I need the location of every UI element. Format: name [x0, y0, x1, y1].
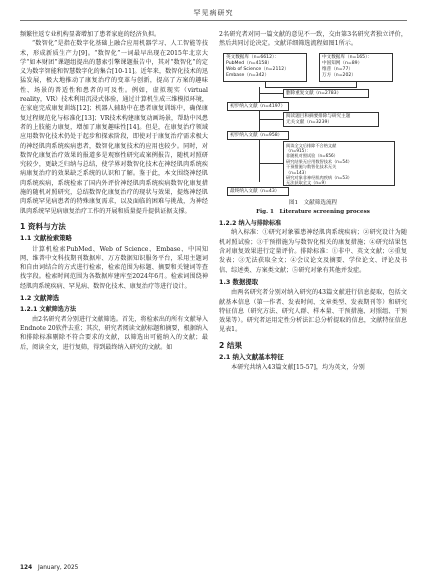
paragraph: “数智化”是指在数字化基础上融合应用机器学习、人工智能等技术，形成新质生产力[9]。“数智化”一词最早出现在2015年北京大学“如本财团”课题组提出的慧索引擎课题报告中，其对“数智化”的定义为数字智能和智慧数字化的集合[10-11]。近年来，数智化技术的迅猛发展，极大地推动了康复治疗的变革与创新，提高了方案的趣味性、场景的普适性和患者的可及性。例如，虚拟现实（virtual reality，VR）技术利用沉浸式体验，通过计算机生成三维模拟环境，在家庭完成康复训练[12]；机器人辅助中在患者康复训练中，确保康复过程规范化与标准化[13]；VR技术构建康复动画场景，帮助中风患者的上肢能力康复，增加了康复趣味性[14]。但是，在康复治疗领域应用数智化技术仍处于起步和探索阶段，即使对于康复治疗需求极大的神经肌肉系统疾病患者，数智化康复技术的应用也较少。同时，对数智化康复治疗效果的报道多是观察性研究或案例报告，随机对照研究较少，更缺乏归纳与总结，使学界对数智化技术在神经肌肉系统疾病康复治疗的效果缺乏系统的认识和了解。鉴于此，本文围绕神经肌肉系统疾病，系统检索了国内外评价神经肌肉系统疾病数智化康复措施的随机对照研究，总结数智化康复治疗的现状与效果，提炼神经肌肉系统罕见病患者的特殊康复需求，以及面临的困难与挑战，为神经肌肉系统罕见病康复治疗工作的开展和质量提升提供证据支撑。	[20, 40, 208, 215]
flow-text: 最终纳入文献（n=43）	[230, 188, 280, 194]
flow-text: （n=143）	[286, 169, 309, 175]
flow-text: 初步纳入文献（n=958）	[230, 132, 283, 138]
paragraph: 纳入标准：①研究对象罹患神经肌肉系统疾病；②研究设计为随机对照试验；③干预措施为与数智化相关的康复措施；④研究结果包含对康复效果进行定量评价。排除标准：①非中、英文文献；②重复发表；③无法获取全文；④会议论文及摘要、学位论文、评论及书信、综述类、方案类文献；⑤研究对象有其他并发症。	[219, 229, 407, 274]
right-column	[219, 30, 407, 373]
flow-text: （n=915）：	[286, 148, 311, 153]
flow-text: Embase（n=342）	[226, 73, 270, 79]
paragraph: 本研究共纳入43篇文献[15-57]，均为英文，分别	[231, 364, 365, 372]
issue-date: January, 2025	[37, 565, 79, 571]
flow-box-english-db	[223, 53, 307, 82]
flow-text: 删除重复文献（n=2783）	[286, 90, 342, 96]
flow-text: Web of Science（n=2112）	[226, 67, 289, 72]
flowchart-figure	[219, 51, 407, 197]
flow-box-fulltext-exclusion	[283, 141, 395, 186]
subsubsection-heading: 1.2.1 文献筛选方法	[20, 306, 77, 314]
flow-text: 中文数据库（n=165）：	[322, 54, 372, 60]
header-rule	[20, 20, 407, 21]
section-heading: 2 结果	[219, 340, 243, 350]
paragraph: 由两名研究者分别对纳入研究的43篇文献进行信息提取，包括文献基本信息（第一作者、发表时间、文章类型、发表期刊等）和研究特征信息（研究方法、研究人群、样本量、干预措施、对照组、干预效果等）。研究者运用定性分析法汇总分析提取的信息，文献特征信息见表1。	[219, 289, 407, 334]
flow-box-chinese-db	[319, 53, 393, 82]
flow-text: 万方（n=202）	[322, 73, 356, 79]
flow-connector	[259, 140, 260, 182]
flow-box-title-abstract	[283, 112, 379, 127]
flow-text: 研究对象非神经肌肉疾病（n=53）	[286, 175, 352, 181]
flow-text: 英文数据库（n=6612）：	[226, 54, 279, 60]
flow-text: 阅读题目和摘要排除与研究主题	[286, 113, 351, 119]
flow-box-initial	[227, 102, 289, 111]
flow-text: 无关文献（n=3239）	[286, 119, 333, 125]
flow-connector	[259, 93, 283, 94]
left-column	[20, 30, 208, 352]
subsection-heading: 2.1 纳入文献基本特征	[219, 353, 284, 362]
flow-text: 研究结果无应用数智技术（n=54）	[286, 158, 352, 164]
subsection-heading: 1.1 文献检索策略	[20, 234, 72, 243]
journal-header: 罕见病研究	[193, 9, 234, 17]
subsubsection-heading: 1.2.2 纳入与排除标准	[219, 220, 282, 228]
flow-text: 干预措施与数智化技术无关	[286, 164, 337, 170]
flow-connector	[265, 87, 357, 88]
paragraph: 计算机检索PubMed、Web of Science、Embase、中国知网、维普中文科技期刊数据库、万方数据知识服务平台，采用主题词和自由词结合的方式进行检索，检索范围为标题、摘要和关键词等查找字段。检索时间范围为各数据库建库至2024年6月。检索词围绕神经肌肉系统疾病、罕见病、数智化技术、康复治疗等进行设计。	[20, 245, 208, 290]
figure-caption-en: Fig. 1 Literature screening process	[256, 208, 370, 215]
figure-caption-cn: 图1 文献筛选流程	[288, 199, 338, 206]
page-footer	[20, 565, 78, 571]
flow-text: 维普（n=77）	[322, 67, 353, 72]
flow-box-dedup	[283, 89, 369, 98]
flow-text: 无法获取全文（n=9）	[286, 180, 329, 186]
subsection-heading: 1.3 数据提取	[219, 277, 259, 286]
flow-text: 阅读全文后排除不合格文献	[286, 142, 337, 148]
section-heading: 1 资料与方法	[20, 221, 66, 231]
flow-box-final	[227, 187, 289, 196]
subsection-heading: 1.2 文献筛选	[20, 294, 60, 303]
paragraph: 2名研究者对同一篇文献的意见不一致，交由第3名研究者独立评价，然后共同讨论决定。文献详细筛选流程如图1所示。	[219, 31, 407, 48]
flow-text: 中国知网（n=89）	[322, 60, 363, 66]
flow-text: 初步纳入文献（n=4197）	[230, 103, 286, 109]
flow-connector	[259, 163, 283, 164]
paragraph: 频繁往返专业机构显著增加了患者家庭的经济负担。	[20, 31, 161, 38]
paragraph: 由2名研究者分别进行文献筛选。首先，将检索出的所有文献导入Endnote 20软件去重；其次，研究者阅读文献标题和摘要，根据纳入和排除标准剔除不符合要求的文献，以筛选出可能纳入的文献；最后，阅读全文，进行复筛，得到最终纳入研究的文献。如	[20, 315, 208, 351]
flow-text: PubMed（n=4158）	[226, 60, 272, 66]
flow-box-initial-2	[227, 131, 289, 140]
page-number: 124	[20, 565, 33, 571]
flow-connector	[259, 119, 283, 120]
flow-text: 非随机对照试验（n=656）	[286, 153, 338, 159]
